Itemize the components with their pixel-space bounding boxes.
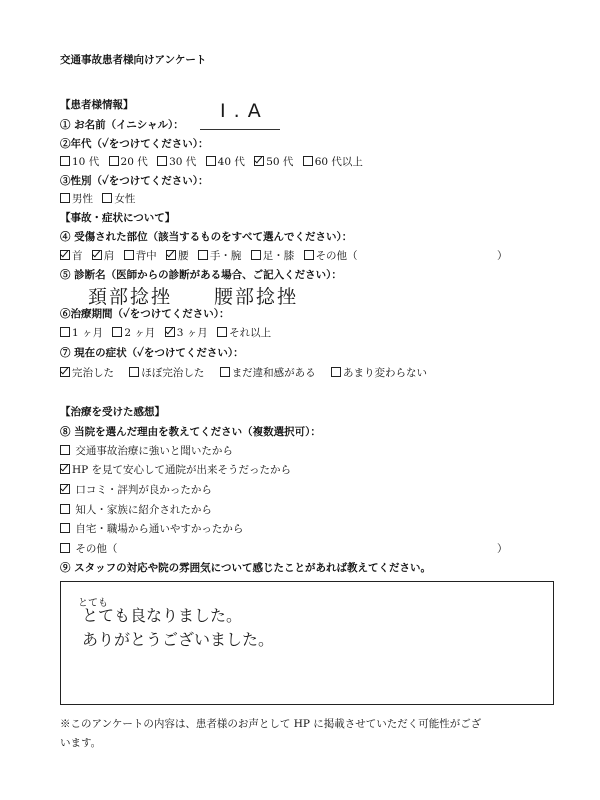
q2-label: ②年代（✓をつけてください）： [60,138,209,150]
checkbox[interactable] [166,250,176,260]
q1-label: ① お名前（イニシャル）： [60,119,184,131]
checkbox[interactable] [198,250,208,260]
q6-option: それ以上 [217,325,271,340]
checkbox[interactable] [60,367,70,377]
checkbox[interactable] [60,193,70,203]
q8-label: ⑧ 当院を選んだ理由を教えてください（複数選択可）： [60,426,321,438]
checkbox[interactable] [60,484,70,494]
q8-option: HP を見て安心して通院が出来そうだったから [60,462,291,477]
checkbox[interactable] [60,250,70,260]
checkbox[interactable] [303,156,313,166]
checkbox[interactable] [304,250,314,260]
q6-label: ⑥治療期間（✓をつけてください）： [60,308,230,320]
q7-option: あまり変わらない [331,365,427,380]
q4-option: 首 [60,248,83,263]
checkbox[interactable] [206,156,216,166]
checkbox[interactable] [60,543,70,553]
q5-handwritten-answer[interactable]: 頚部捻挫 腰部捻挫 [88,286,299,308]
q4-options [60,248,520,263]
q2-option: 60 代以上 [303,154,363,169]
q8-option: 自宅・職場から通いやすかったから [60,521,243,536]
q8-option: その他（ [60,541,117,556]
checkbox[interactable] [124,250,134,260]
q9-handwritten-line1: とても良なりました。 [82,606,243,625]
name-underline [200,129,280,130]
q6-option: 3 ヶ月 [165,325,208,340]
q3-options [60,191,141,206]
q7-option: まだ違和感がある [220,365,316,380]
footer-note-line1: ※このアンケートの内容は、患者様のお声として HP に掲載させていただく可能性がござ [60,718,482,730]
q3-label: ③性別（✓をつけてください）： [60,175,209,187]
q4-option: 背中 [124,248,157,263]
form-title: 交通事故患者様向けアンケート [60,54,207,66]
section-accident-heading: 【事故・症状について】 [60,212,176,224]
checkbox[interactable] [60,445,70,455]
q9-label: ⑨ スタッフの対応や院の雰囲気について感じたことがあれば教えてください。 [60,562,431,574]
checkbox[interactable] [331,367,341,377]
q6-option: 2 ヶ月 [112,325,155,340]
q1-handwritten-answer[interactable]: I . A [220,100,262,122]
q3-option: 男性 [60,191,93,206]
footer-note-line2: います。 [60,737,102,749]
q7-options [60,365,433,380]
q7-option: ほぼ完治した [129,365,204,380]
checkbox[interactable] [92,250,102,260]
checkbox[interactable] [157,156,167,166]
q2-option: 50 代 [254,154,293,169]
checkbox[interactable] [251,250,261,260]
q2-option: 30 代 [157,154,196,169]
q4-option: 手・腕 [198,248,242,263]
q2-option: 40 代 [206,154,245,169]
q4-option: その他（ [304,248,358,263]
q7-label: ⑦ 現在の症状（✓をつけてください）： [60,347,244,359]
checkbox[interactable] [112,327,122,337]
q4-close-paren: ） [497,250,508,262]
q2-option: 20 代 [109,154,148,169]
q6-options [60,325,277,340]
checkbox[interactable] [220,367,230,377]
checkbox[interactable] [60,523,70,533]
checkbox[interactable] [60,504,70,514]
checkbox[interactable] [217,327,227,337]
q9-correction-note: とても [78,598,108,609]
q4-option: 足・膝 [251,248,295,263]
checkbox[interactable] [60,156,70,166]
q4-label: ④ 受傷された部位（該当するものをすべて選んでください）： [60,231,353,243]
checkbox[interactable] [102,193,112,203]
q2-option: 10 代 [60,154,99,169]
q3-option: 女性 [102,191,135,206]
q9-handwritten-line2: ありがとうございました。 [82,630,275,649]
section-patient-heading: 【患者様情報】 [60,99,134,111]
checkbox[interactable] [60,464,70,474]
q6-option: 1 ヶ月 [60,325,103,340]
checkbox[interactable] [60,327,70,337]
checkbox[interactable] [109,156,119,166]
checkbox[interactable] [254,156,264,166]
q7-option: 完治した [60,365,114,380]
q8-option: 知人・家族に紹介されたから [60,502,212,517]
q5-label: ⑤ 診断名（医師からの診断がある場合、ご記入ください）： [60,269,342,281]
section-treatment-heading: 【治療を受けた感想】 [60,406,165,418]
checkbox[interactable] [165,327,175,337]
q8-close-paren: ） [497,543,508,555]
q2-options [60,154,369,169]
q4-option: 肩 [92,248,115,263]
q8-option: 口コミ・評判が良かったから [60,482,212,497]
q4-option: 腰 [166,248,189,263]
checkbox[interactable] [129,367,139,377]
q8-option: 交通事故治療に強いと聞いたから [60,443,233,458]
